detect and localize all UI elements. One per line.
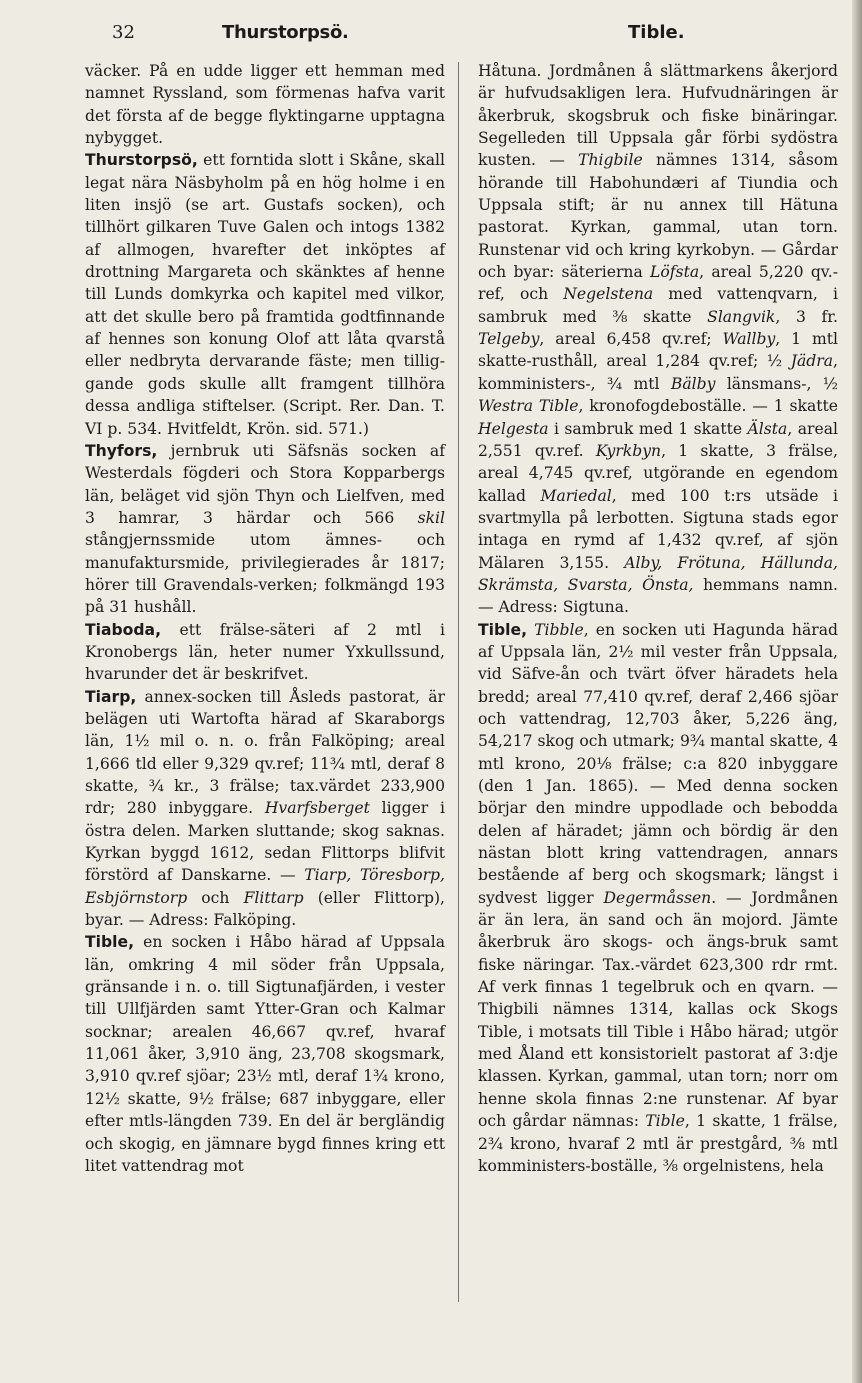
entry-thyfors (85, 440, 445, 619)
body-text: , 1 mtl skatte-rusthåll, areal 1,284 qv.ref; ½ (478, 330, 838, 371)
body-text: och (187, 888, 244, 907)
body-text: , areal 6,458 qv.ref; (539, 330, 723, 349)
italic-text: Degermåssen (603, 888, 712, 907)
body-text: annex-socken till Åsleds pastorat, är belägen uti Wartofta härad af Skaraborgs län, 1½ mil o. n. o. från Falköping; areal 1,666 tld eller 9,329 qv.ref; 11¾ mtl, deraf 8 skatte, ¾ kr., 3 frälse; tax.värdet 233,900 rdr; 280 inbyggare. (85, 687, 445, 818)
entry-tiaboda (85, 619, 445, 686)
running-head-left: Thurstorpsö. (222, 22, 349, 43)
italic-text: Helgesta (478, 419, 549, 438)
body-text: . — Jordmånen är än lera, än sand och än mojord. Jämte åkerbruk äro skogs- och ängs-bruk samt fiske näringar. Tax.-värdet 623,300 rdr rmt. Af verk finnas 1 tegelbruk och en qvarn. — Thigbili nämnes 1314, kallas ock Skogs Tible, i motsats till Tible i Håbo härad; utgör med Åland ett konsistorielt pastorat af 3:dje klassen. Kyrkan, gammal, utan torn; norr om henne skola finnas 2:ne runstenar. Af byar och gårdar nämnas: (478, 888, 838, 1131)
italic-text: Kyrkbyn (595, 441, 662, 460)
italic-text: Tible (645, 1112, 685, 1131)
entry-tible1-cont (478, 60, 838, 619)
entry-headword: Tible, (85, 933, 134, 952)
italic-text: Thigbile (578, 151, 643, 170)
body-text: länsmans-, ½ (715, 374, 838, 393)
entry-headword: Thurstorpsö, (85, 151, 198, 170)
entry-headword: Tiarp, (85, 687, 137, 706)
italic-text: Mariedal (540, 486, 612, 505)
body-text: hemmans namn. — Adress: Sigtuna. (478, 575, 838, 617)
entry-headword: Thyfors, (85, 441, 158, 460)
body-text: en socken i Håbo härad af Uppsala län, omkring 4 mil söder från Uppsala, gränsande i n. o. till Sigtunafjärden, i vester till Ullfjärden samt Ytter-Gran och Kalmar socknar; arealen 46,667 qv.ref, hvaraf 11,061 åker, 3,910 äng, 23,708 skogsmark, 3,910 qv.ref sjöar; 23½ mtl, deraf 1¾ krono, 12½ skatte, 9½ frälse; 687 inbyggare, eller efter mtls-längden 739. En del är bergländig och skogig, en jämnare bygd finnes kring ett litet vattendrag mot (85, 933, 445, 1175)
column-divider (458, 62, 459, 1302)
page-number: 32 (112, 22, 135, 43)
body-text: (eller Flittorp), byar. — Adress: Falköping. (85, 888, 445, 930)
entry-tible1 (85, 931, 445, 1177)
body-text: , 1 skatte, 3 frälse, areal 4,745 qv.ref, utgörande en egendom kallad (478, 441, 838, 505)
italic-text: Westra Tible (478, 397, 579, 416)
entry-thurstorpso (85, 149, 445, 439)
body-text: , areal 5,220 qv.-ref, och (478, 263, 838, 304)
left-column (85, 60, 445, 1177)
italic-text: Tiarp, Töresborp, Esbjörnstorp (85, 866, 445, 907)
body-text: , en socken uti Hagunda härad af Uppsala län, 2½ mil vester från Uppsala, vid Säfve-ån och tvärt öfver häradets hela bredd; areal 77,410 qv.ref, deraf 2,466 sjöar och vattendrag, 12,703 åker, 5,226 äng, 54,217 skog och utmark; 9¾ mantal skatte, 4 mtl krono, 20⅛ frälse; c:a 820 inbyggare (den 1 Jan. 1865). — Med denna socken börjar den mindre uppodlade och bebodda delen af häradet; jämn och bördig är den nästan blott kring vattendragen, annars bestående af berg och skogsmark; längst i sydvest ligger (478, 620, 838, 907)
body-text: , 1 skatte, 1 frälse, 2¾ krono, hvaraf 2 mtl är prestgård, ⅜ mtl komministers-boställe, ⅜ orgelnistens, hela (478, 1112, 838, 1175)
italic-text: Löfsta (650, 263, 700, 282)
italic-text: Bälby (670, 374, 716, 393)
body-text: , med 100 t:rs utsäde i svartmylla på lerbotten. Sigtuna stads egor intaga en rymd af 1,432 qv.ref, af sjön Mälaren 3,155. (478, 486, 838, 572)
body-text: stångjernssmide utom ämnes- och manufaktursmide, privilegierades år 1817; hörer till Gravendals-verken; folkmängd 193 på 31 hushåll. (85, 531, 445, 617)
body-text: Håtuna. Jordmånen å slättmarkens åkerjord är hufvudsakligen lera. Hufvudnäringen är åkerbruk, skogsbruk och fiske binäringar. Segelleden till Uppsala går förbi sydöstra kusten. — (478, 62, 838, 170)
entry-headword: Tible, (478, 620, 527, 639)
italic-text: Jädra (790, 352, 834, 371)
body-text: ett forntida slott i Skåne, skall legat nära Näsbyholm på en hög holme i en liten insjö (se art. Gustafs socken), och tillhört gilkaren Tuve Galen och intogs 1382 af allmogen, hvarefter det inköptes af drottning Margareta och skänktes af henne till Lunds domkyrka och kapitel med vilkor, att det skulle bero på framtida godtfinnande af hennes son konung Olof att låta qvarstå eller nedbryta dervarande fäste; men tillig-gande gods skulle allt framgent tillhöra dessa andliga stiftelser. (Script. Rer. Dan. T. VI p. 534. Hvitfeldt, Krön. sid. 571.) (85, 151, 445, 438)
entry-tible2 (478, 619, 838, 1178)
entry-cont (85, 60, 445, 149)
italic-text: Negelstena (563, 285, 654, 304)
entry-tiarp (85, 686, 445, 932)
italic-text: Flittarp (243, 888, 304, 907)
body-text: , areal 2,551 qv.ref. (478, 419, 838, 460)
body-text: , kronofogdeboställe. — 1 skatte (578, 397, 839, 416)
italic-text: Älsta (747, 419, 788, 438)
body-text: jernbruk uti Säfsnäs socken af Westerdals fögderi och Stora Kopparbergs län, beläget vid sjön Thyn och Lielfven, med 3 hamrar, 3 härdar och 566 (85, 441, 445, 527)
body-text: med vattenqvarn, i sambruk med ⅜ skatte (478, 285, 838, 326)
italic-text: Telgeby (478, 330, 540, 349)
right-column (478, 60, 838, 1177)
running-head-right: Tible. (628, 22, 685, 43)
italic-text: Alby, Frötuna, Hällunda, Skrämsta, Svarsta, Önsta, (478, 553, 838, 594)
italic-text: skil (417, 508, 445, 527)
italic-text: Hvarfsberget (264, 799, 370, 818)
body-text: , komministers-, ¾ mtl (478, 352, 838, 393)
body-text: ligger i östra delen. Marken sluttande; skog saknas. Kyrkan byggd 1612, sedan Flittorps blifvit förstörd af Danskarne. — (85, 799, 445, 885)
page-header (0, 22, 862, 62)
italic-text: Wallby (722, 330, 776, 349)
italic-text: Slangvik (707, 307, 776, 326)
body-text: väcker. På en udde ligger ett hemman med namnet Ryssland, som förmenas hafva varit det första af de begge flyktingarne upptagna nybygget. (85, 62, 445, 148)
body-text: , 3 fr. (775, 307, 838, 326)
page-edge (852, 0, 862, 1383)
italic-text: Tibble (534, 620, 584, 639)
body-text: i sambruk med 1 skatte (548, 419, 748, 438)
body-text: nämnes 1314, såsom hörande till Habohundæri af Tiundia och Uppsala stift; är nu annex till Hätuna pastorat. Kyrkan, gammal, utan torn. Runstenar vid och kring kyrkobyn. — Gårdar och byar: säterierna (478, 151, 839, 282)
entry-headword: Tiaboda, (85, 620, 161, 639)
body-text: ett frälse-säteri af 2 mtl i Kronobergs län, heter numer Yxkullssund, hvarunder det är beskrifvet. (85, 620, 445, 684)
